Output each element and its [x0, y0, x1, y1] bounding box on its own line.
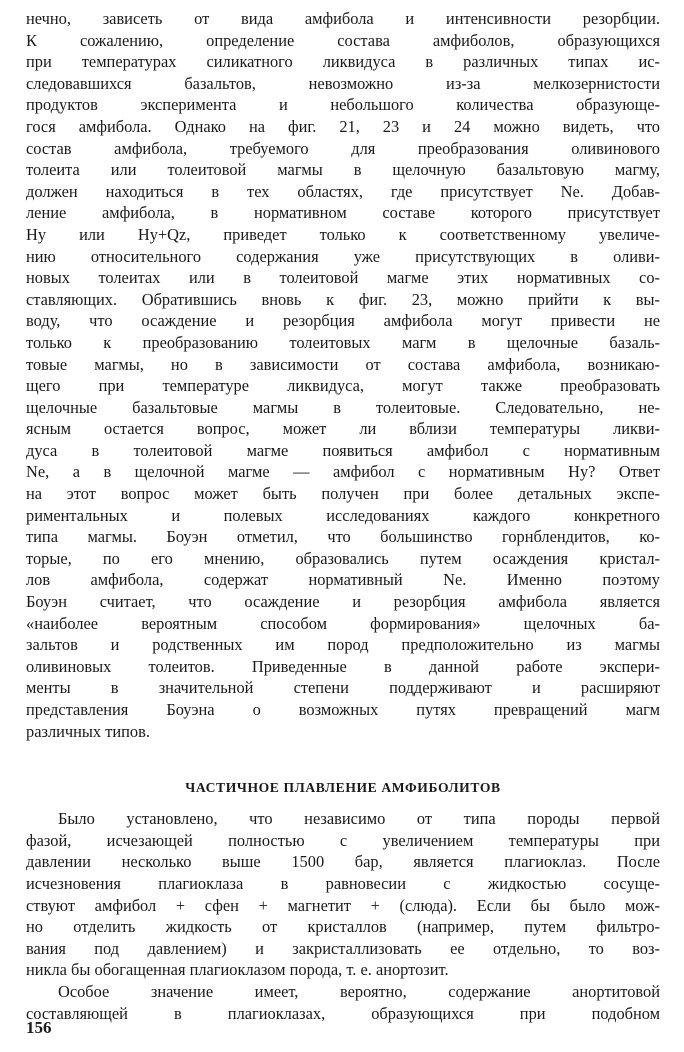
- text-line: давлении несколько выше 1500 бар, является плагиоклаз. После: [26, 852, 660, 872]
- section-heading: ЧАСТИЧНОЕ ПЛАВЛЕНИЕ АМФИБОЛИТОВ: [185, 780, 501, 796]
- text-line: дуса в толеитовой магме появиться амфибол с нормативным: [26, 440, 660, 460]
- text-line: нию относительного содержания уже присутствующих в оливи-: [26, 246, 660, 266]
- text-line: Боуэн считает, что осаждение и резорбция амфибола является: [26, 592, 660, 612]
- text-line: но отделить жидкость от кристаллов (например, путем фильтро-: [26, 917, 660, 937]
- text-line: нечно, зависеть от вида амфибола и интенсивности резорбции.: [26, 9, 660, 28]
- text-line: торые, по его мнению, образовались путем осаждения кристал-: [26, 548, 660, 568]
- text-line: типа магмы. Боуэн отметил, что большинство горнблендитов, ко-: [26, 527, 660, 547]
- body-paragraph-3: [26, 981, 660, 1024]
- text-line: фазой, исчезающей полностью с увеличением температуры при: [26, 830, 660, 850]
- text-line: ление амфибола, в нормативном составе которого присутствует: [26, 203, 660, 223]
- text-line: гося амфибола. Однако на фиг. 21, 23 и 24 можно видеть, что: [26, 116, 660, 136]
- text-line: Особое значение имеет, вероятно, содержание анортитовой: [58, 981, 660, 1001]
- text-line: ствуют амфибол + сфен + магнетит + (слюда). Если бы было мож-: [26, 895, 660, 915]
- text-line: только к преобразованию толеитовых магм в щелочные базаль-: [26, 332, 660, 352]
- body-paragraph-2: [26, 808, 660, 981]
- text-line: щего при температуре ликвидуса, могут также преобразовать: [26, 376, 660, 396]
- text-line: Hy или Hy+Qz, приведет только к соответственному увеличе-: [26, 224, 660, 244]
- text-line: при температурах силикатного ликвидуса в различных типах ис-: [26, 52, 660, 72]
- body-paragraph-1: [26, 8, 660, 742]
- text-line: на этот вопрос может быть получен при более детальных экспе-: [26, 484, 660, 504]
- text-line: К сожалению, определение состава амфиболов, образующихся: [26, 30, 660, 50]
- text-line: вания под давлением) и закристаллизовать ее отдельно, то воз-: [26, 938, 660, 958]
- text-line: представления Боуэна о возможных путях превращений магм: [26, 700, 660, 719]
- text-line: товые магмы, но в зависимости от состава амфибола, возникаю-: [26, 354, 660, 374]
- text-line: Ne, а в щелочной магме — амфибол с нормативным Hy? Ответ: [26, 462, 660, 482]
- text-line: щелочные базальтовые магмы в толеитовые. Следовательно, не-: [26, 397, 660, 417]
- text-line: лов амфибола, содержат нормативный Ne. Именно поэтому: [26, 570, 660, 590]
- text-line: воду, что осаждение и резорбция амфибола могут привести не: [26, 311, 660, 331]
- text-line: следовавшихся базальтов, невозможно из-за мелкозернистости: [26, 73, 660, 93]
- text-line: должен находиться в тех областях, где присутствует Ne. Добав-: [26, 181, 660, 201]
- text-line: ясным остается вопрос, может ли вблизи температуры ликви-: [26, 419, 660, 439]
- text-line: продуктов эксперимента и небольшого количества образующе-: [26, 95, 660, 115]
- text-line: ставляющих. Обратившись вновь к фиг. 23, можно прийти к вы-: [26, 289, 660, 309]
- text-line: новых толеитах или в толеитовой магме этих нормативных со-: [26, 268, 660, 288]
- text-line: никла бы обогащенная плагиоклазом порода, т. е. анортозит.: [26, 960, 449, 980]
- text-line: оливиновых толеитов. Приведенные в данной работе экспери-: [26, 656, 660, 676]
- page-number: 156: [26, 1018, 52, 1037]
- text-line: зальтов и родственных им пород предположительно из магмы: [26, 635, 660, 655]
- text-line: различных типов.: [26, 721, 150, 741]
- text-line: толеита или толеитовой магмы в щелочную базальтовую магму,: [26, 160, 660, 180]
- text-line: исчезновения плагиоклаза в равновесии с жидкостью сосуще-: [26, 873, 660, 893]
- text-line: «наиболее вероятным способом формирования» щелочных ба-: [26, 613, 660, 633]
- text-line: менты в значительной степени поддерживают и расширяют: [26, 678, 660, 698]
- text-line: составляющей в плагиоклазах, образующихся при подобном: [26, 1003, 660, 1023]
- text-line: Было установлено, что независимо от типа породы первой: [58, 809, 660, 829]
- text-line: состав амфибола, требуемого для преобразования оливинового: [26, 138, 660, 158]
- text-line: риментальных и полевых исследованиях каждого конкретного: [26, 505, 660, 525]
